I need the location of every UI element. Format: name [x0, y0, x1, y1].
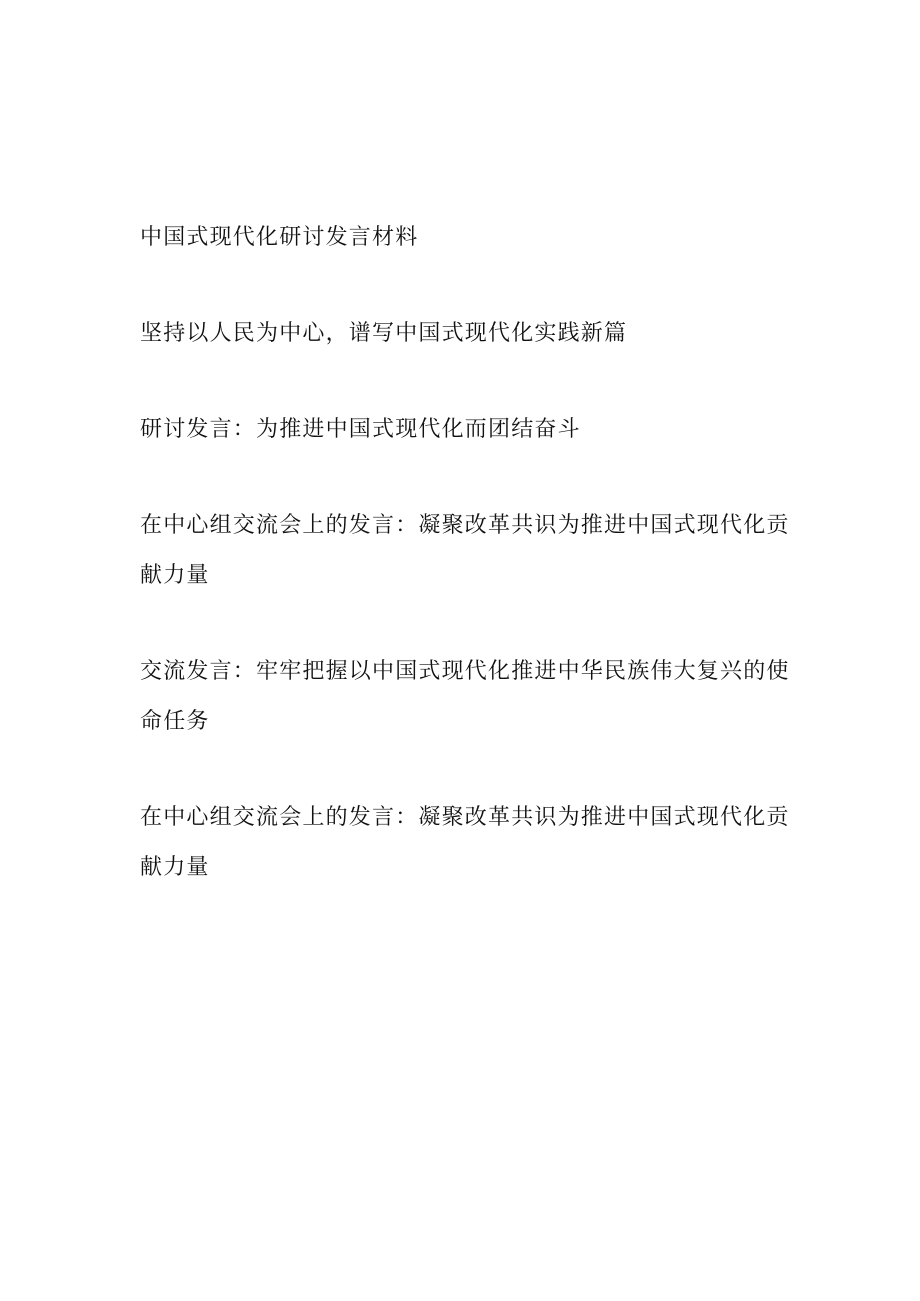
- article-title-5: 在中心组交流会上的发言：凝聚改革共识为推进中国式现代化贡献力量: [140, 805, 790, 880]
- article-title-3: 在中心组交流会上的发言：凝聚改革共识为推进中国式现代化贡献力量: [140, 513, 790, 588]
- article-title-4: 交流发言：牢牢把握以中国式现代化推进中华民族伟大复兴的使命任务: [140, 659, 790, 734]
- article-title-1: 坚持以人民为中心，谱写中国式现代化实践新篇: [140, 321, 628, 346]
- article-title-2: 研讨发言：为推进中国式现代化而团结奋斗: [140, 417, 581, 442]
- title-list: [140, 213, 790, 939]
- document-title: 中国式现代化研讨发言材料: [140, 225, 419, 250]
